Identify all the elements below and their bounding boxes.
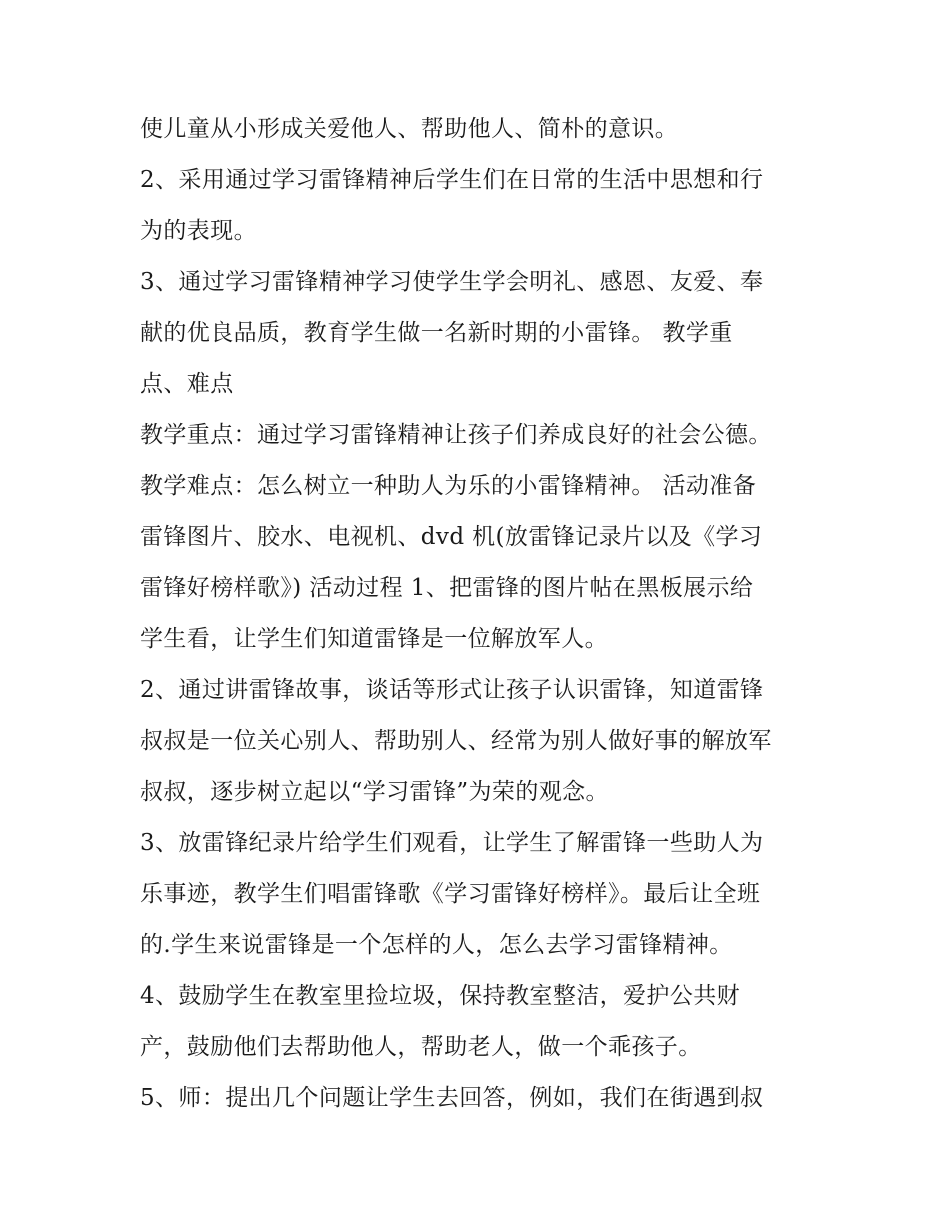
text-line: 2、通过讲雷锋故事，谈话等形式让孩子认识雷锋，知道雷锋: [140, 677, 764, 703]
text-line: 教学难点：怎么树立一种助人为乐的小雷锋精神。 活动准备: [140, 473, 757, 499]
text-line: 献的优良品质，教育学生做一名新时期的小雷锋。 教学重: [140, 320, 733, 346]
text-line: 雷锋图片、胶水、电视机、dvd 机(放雷锋记录片以及《学习: [140, 524, 763, 550]
text-line: 3、放雷锋纪录片给学生们观看，让学生了解雷锋一些助人为: [140, 830, 764, 856]
text-line: 使儿童从小形成关爱他人、帮助他人、简朴的意识。: [140, 116, 679, 142]
text-line: 3、通过学习雷锋精神学习使学生学会明礼、感恩、友爱、奉: [140, 269, 764, 295]
body-text: [140, 104, 830, 1124]
text-line: 教学重点：通过学习雷锋精神让孩子们养成良好的社会公德。: [140, 422, 772, 448]
text-line: 点、难点: [140, 371, 234, 397]
text-line: 为的表现。: [140, 218, 257, 244]
text-line: 5、师：提出几个问题让学生去回答，例如，我们在街遇到叔: [140, 1085, 764, 1111]
text-line: 2、采用通过学习雷锋精神后学生们在日常的生活中思想和行: [140, 167, 764, 193]
text-line: 叔叔是一位关心别人、帮助别人、经常为别人做好事的解放军: [140, 728, 772, 754]
text-line: 叔叔，逐步树立起以“学习雷锋”为荣的观念。: [140, 779, 609, 805]
text-line: 学生看，让学生们知道雷锋是一位解放军人。: [140, 626, 608, 652]
text-line: 乐事迹，教学生们唱雷锋歌《学习雷锋好榜样》。最后让全班: [140, 881, 761, 907]
text-line: 雷锋好榜样歌》) 活动过程 1、把雷锋的图片帖在黑板展示给: [140, 575, 754, 601]
text-line: 4、鼓励学生在教室里捡垃圾，保持教室整洁，爱护公共财: [140, 983, 741, 1009]
text-line: 产，鼓励他们去帮助他人，帮助老人，做一个乖孩子。: [140, 1034, 702, 1060]
text-line: 的.学生来说雷锋是一个怎样的人，怎么去学习雷锋精神。: [140, 932, 733, 958]
